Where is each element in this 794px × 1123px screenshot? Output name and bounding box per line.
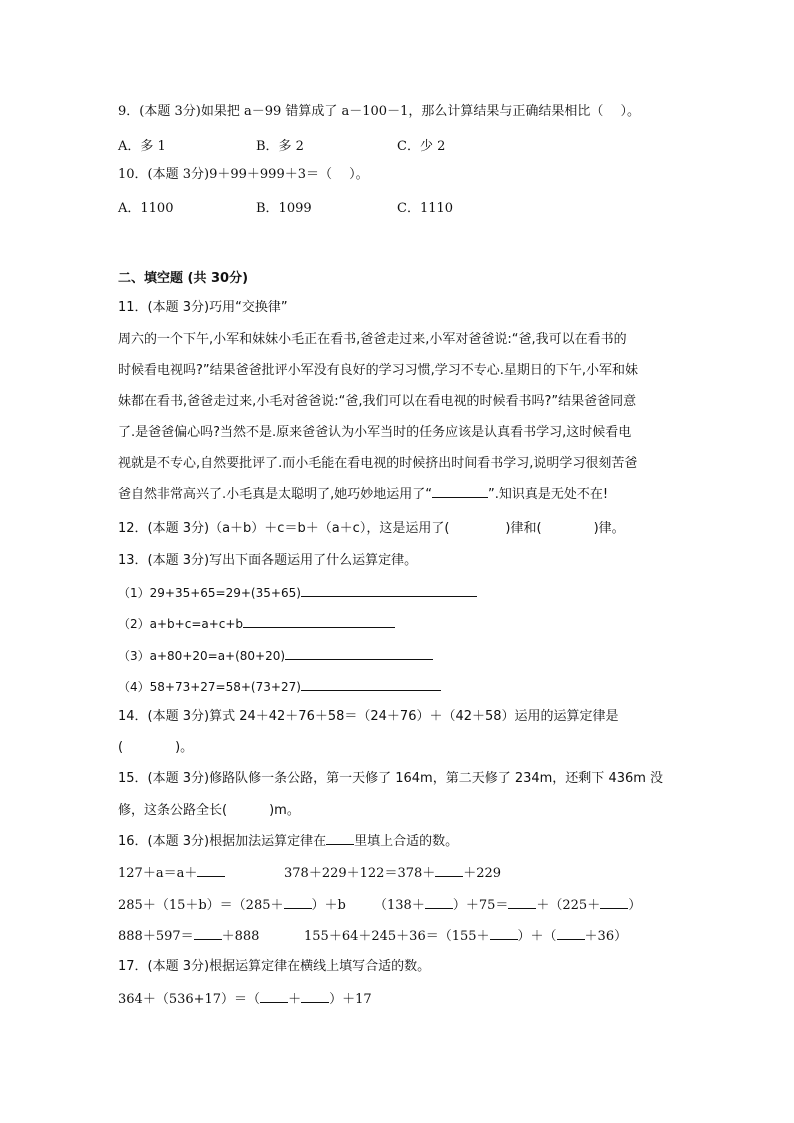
- question-16-row: [118, 896, 346, 915]
- answer-blank[interactable]: [284, 896, 312, 909]
- question-16-text: 里填上合适的数。: [354, 834, 459, 849]
- question-15-text: )m。: [269, 803, 300, 818]
- expr-text: 888＋597＝: [118, 929, 194, 944]
- passage-line: 时候看电视吗?”结果爸爸批评小军没有良好的学习习惯,学习不专心.星期日的下午,小军和妹: [118, 363, 639, 378]
- answer-blank[interactable]: [301, 678, 441, 691]
- question-9-option-a: A．多 1: [118, 139, 166, 154]
- answer-blank[interactable]: [243, 615, 395, 628]
- question-15-text: 15．(本题 3分)修路队修一条公路，第一天修了 164m，第二天修了 234m，还剩下 436m 没: [118, 771, 664, 786]
- passage-line: 了.是爸爸偏心吗?当然不是.原来爸爸认为小军当时的任务应该是认真看书学习,这时候看电: [118, 425, 632, 440]
- question-16-row: [118, 927, 259, 946]
- question-13-item: [118, 615, 395, 633]
- answer-blank[interactable]: [425, 896, 453, 909]
- expr-text: ）＋17: [329, 992, 372, 1007]
- answer-blank[interactable]: [260, 990, 288, 1003]
- passage-line: 周六的一个下午,小军和妹妹小毛正在看书,爸爸走过来,小军对爸爸说:“爸,我可以在看书的: [118, 332, 627, 347]
- example-blank: [326, 832, 354, 845]
- question-9-text: 9．(本题 3分)如果把 a－99 错算成了 a－100－1，那么计算结果与正确结果相比（ ）。: [118, 104, 640, 119]
- item-text: （4）58+73+27=58+(73+27): [118, 680, 301, 694]
- expr-text: ）: [628, 898, 642, 913]
- expr-text: 127＋a＝a＋: [118, 866, 198, 881]
- passage-text: 爸自然非常高兴了.小毛真是太聪明了,她巧妙地运用了“: [118, 487, 432, 502]
- question-17-title: 17．(本题 3分)根据运算定律在横线上填写合适的数。: [118, 959, 431, 974]
- question-10-text: 10．(本题 3分)9＋99＋999＋3＝（ ）。: [118, 167, 369, 182]
- expr-text: ＋36）: [584, 929, 628, 944]
- question-13-item: [118, 584, 477, 602]
- passage-last-line: [118, 479, 658, 510]
- question-12-text: )律。: [593, 521, 625, 536]
- passage-text: ”.知识真是无处不在!: [488, 487, 609, 502]
- question-12: [118, 520, 625, 538]
- question-12-text: )律和(: [505, 521, 542, 536]
- section-title: 二、填空题 (共 30分): [118, 271, 249, 286]
- answer-blank[interactable]: [285, 647, 433, 660]
- answer-blank[interactable]: [490, 927, 518, 940]
- expr-text: ）＋75＝: [452, 898, 509, 913]
- item-text: （3）a+80+20=a+(80+20): [118, 649, 286, 663]
- question-10-option-b: B．1099: [256, 201, 312, 216]
- question-9-option-c: C．少 2: [397, 139, 446, 154]
- expr-text: ＋888: [221, 929, 260, 944]
- expr-text: （138＋: [374, 898, 425, 913]
- expr-text: 378＋229＋122＝378＋: [284, 866, 436, 881]
- item-text: （1）29+35+65=29+(35+65): [118, 586, 301, 600]
- expr-text: ＋: [288, 992, 302, 1007]
- answer-blank[interactable]: [435, 864, 463, 877]
- question-16-row: [304, 927, 627, 946]
- expr-text: 155＋64＋245＋36＝（155＋: [304, 929, 490, 944]
- answer-blank[interactable]: [194, 927, 222, 940]
- question-11-title: 11．(本题 3分)巧用“交换律”: [118, 300, 288, 315]
- answer-blank[interactable]: [197, 864, 225, 877]
- answer-blank[interactable]: [301, 990, 329, 1003]
- expr-text: 285＋（15＋b）＝（285＋: [118, 898, 284, 913]
- question-13-title: 13．(本题 3分)写出下面各题运用了什么运算定律。: [118, 553, 418, 568]
- question-16-text: 16．(本题 3分)根据加法运算定律在: [118, 834, 327, 849]
- answer-blank[interactable]: [600, 896, 628, 909]
- question-14-text: 14．(本题 3分)算式 24＋42＋76＋58＝（24＋76）＋（42＋58）运用的运算定律是: [118, 709, 619, 724]
- question-12-text: 12．(本题 3分)（a＋b）＋c＝b＋（a＋c），这是运用了(: [118, 521, 450, 536]
- question-16-row: [374, 896, 641, 915]
- paren-open: (: [118, 740, 124, 755]
- question-16-row: [284, 864, 501, 883]
- expr-text: ）＋b: [311, 898, 346, 913]
- question-15-answer-line: [118, 802, 300, 820]
- question-15-text: 修，这条公路全长(: [118, 803, 228, 818]
- question-13-item: [118, 647, 433, 665]
- answer-blank[interactable]: [508, 896, 536, 909]
- question-10-option-a: A．1100: [118, 201, 174, 216]
- paren-close: )。: [175, 740, 194, 755]
- question-13-item: [118, 678, 441, 696]
- question-16-title: [118, 832, 458, 851]
- question-9-option-b: B．多 2: [256, 139, 304, 154]
- question-10-option-c: C．1110: [397, 201, 454, 216]
- expr-text: ＋（225＋: [536, 898, 601, 913]
- answer-blank[interactable]: [301, 584, 477, 597]
- passage-line: 妹都在看书,爸爸走过来,小毛对爸爸说:“爸,我们可以在看电视的时候看书吗?”结果爸爸同意: [118, 394, 637, 409]
- question-17-expr: [118, 990, 372, 1009]
- expr-text: 364＋（536+17）＝（: [118, 992, 261, 1007]
- answer-blank[interactable]: [432, 485, 488, 498]
- expr-text: ）＋（: [517, 929, 557, 944]
- passage-line: 视就是不专心,自然要批评了.而小毛能在看电视的时候挤出时间看书学习,说明学习很刻苦爸: [118, 456, 638, 471]
- question-16-row: [118, 864, 225, 883]
- question-11-passage: [118, 324, 658, 510]
- question-14-answer-line: [118, 739, 193, 757]
- answer-blank[interactable]: [557, 927, 585, 940]
- expr-text: ＋229: [463, 866, 502, 881]
- item-text: （2）a+b+c=a+c+b: [118, 617, 244, 631]
